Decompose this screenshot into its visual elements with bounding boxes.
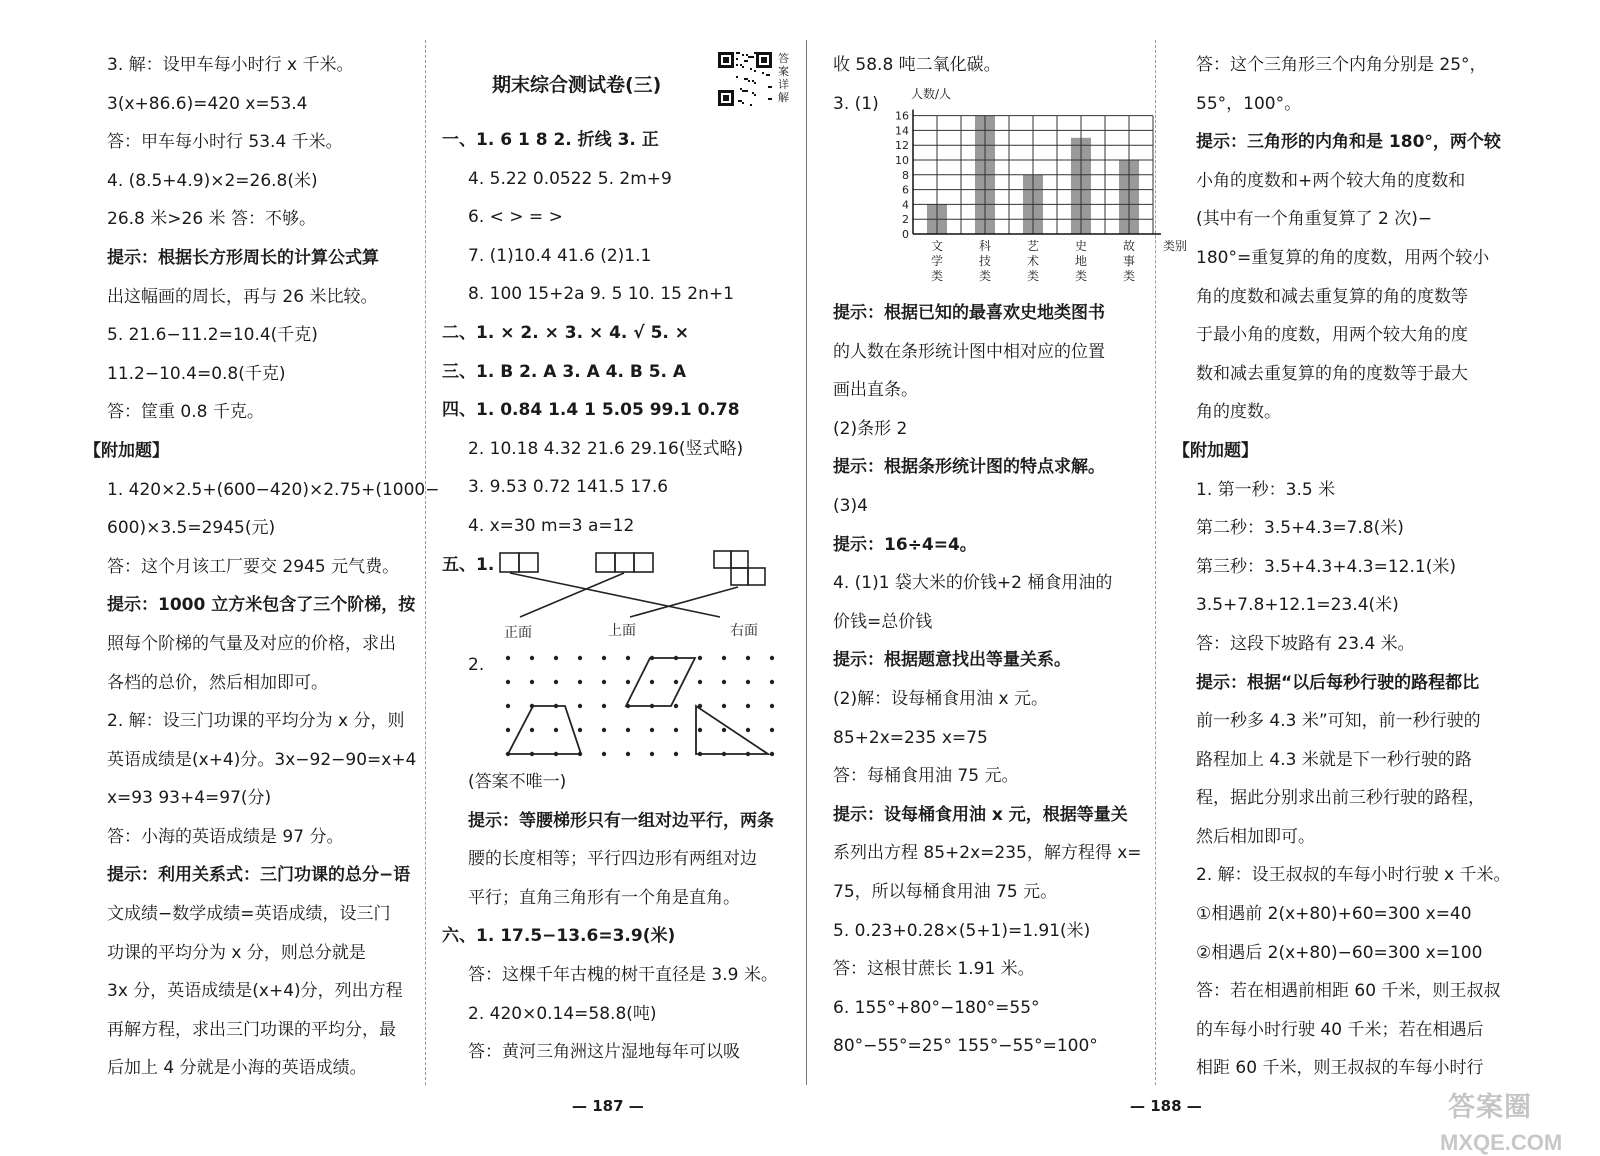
grid-dot <box>674 704 678 708</box>
text-line: 腰的长度相等；平行四边形有两组对边 <box>468 849 757 870</box>
grid-dot <box>746 680 750 684</box>
x-tick-label: 事 <box>1122 254 1136 268</box>
text-line: 角的度数。 <box>1196 402 1281 423</box>
x-tick-label: 类 <box>978 269 992 283</box>
text-line: 26.8 米>26 米 答：不够。 <box>107 209 316 230</box>
text-line: 五、1. <box>442 554 495 575</box>
text-line: 3. (1) <box>833 93 879 114</box>
grid-dot <box>602 728 606 732</box>
grid-dot <box>578 704 582 708</box>
text-line: 然后相加即可。 <box>1196 826 1315 847</box>
text-line: x=93 93+4=97(分) <box>107 788 272 809</box>
text-line: (2)条形 2 <box>833 418 908 439</box>
text-line: 文成绩−数学成绩=英语成绩，设三门 <box>107 904 391 925</box>
text-line: 功课的平均分为 x 分，则总分就是 <box>107 942 366 963</box>
view-label-front: 正面 <box>504 625 532 641</box>
x-tick-label: 术 <box>1026 254 1040 268</box>
text-line: 3. 9.53 0.72 141.5 17.6 <box>468 477 669 498</box>
column-1 <box>84 46 440 1088</box>
text-line: 数和减去重复算的角的度数等于最大 <box>1196 363 1468 384</box>
grid-dot <box>554 656 558 660</box>
grid-dot <box>626 728 630 732</box>
text-line: 提示：设每桶食用油 x 元，根据等量关 <box>833 804 1128 825</box>
grid-dot <box>626 656 630 660</box>
column-4 <box>1173 46 1593 1088</box>
text-line: 后加上 4 分就是小海的英语成绩。 <box>107 1058 367 1079</box>
text-line: 角的度数和减去重复算的角的度数等 <box>1196 286 1468 307</box>
text-line: 提示：三角形的内角和是 180°，两个较 <box>1196 132 1501 153</box>
grid-dot <box>746 656 750 660</box>
x-tick-label: 科 <box>978 239 992 253</box>
y-axis-label: 人数/人 <box>911 87 952 101</box>
grid-dot <box>602 680 606 684</box>
grid-dot <box>530 656 534 660</box>
x-axis-label: 类别 <box>1163 239 1188 253</box>
text-line: 答：这个三角形三个内角分别是 25°， <box>1196 55 1487 75</box>
y-tick-label: 8 <box>902 168 909 182</box>
text-line: 英语成绩是(x+4)分。3x−92−90=x+4 <box>107 749 417 770</box>
text-line: 2. 10.18 4.32 21.6 29.16(竖式略) <box>468 438 744 459</box>
text-line: 80°−55°=25° 155°−55°=100° <box>833 1036 1098 1057</box>
y-tick-label: 16 <box>895 109 909 123</box>
page-number-left: — 187 — <box>572 1097 644 1115</box>
text-line: 的车每小时行驶 40 千米；若在相遇后 <box>1196 1019 1484 1040</box>
text-line: 提示：根据条形统计图的特点求解。 <box>833 457 1105 478</box>
text-line: 前一秒多 4.3 米”可知，前一秒行驶的 <box>1196 711 1481 732</box>
text-line: 再解方程，求出三门功课的平均分，最 <box>107 1019 396 1040</box>
text-line: 于最小角的度数，用两个较大角的度 <box>1196 325 1468 346</box>
parallelogram <box>626 658 695 706</box>
y-tick-label: 12 <box>895 139 909 153</box>
grid-dot <box>674 680 678 684</box>
text-line: 第二秒：3.5+4.3=7.8(米) <box>1196 518 1404 539</box>
text-line: 价钱=总价钱 <box>833 611 933 632</box>
grid-dot <box>602 656 606 660</box>
text-line: 3. 解：设甲车每小时行 x 千米。 <box>107 55 354 75</box>
grid-dot <box>626 680 630 684</box>
text-line: 照每个阶梯的气量及对应的价格，求出 <box>107 633 396 654</box>
grid-dot <box>722 680 726 684</box>
x-tick-label: 类 <box>1026 269 1040 283</box>
x-tick-label: 学 <box>930 254 944 268</box>
page-number-right: — 188 — <box>1130 1097 1202 1115</box>
x-tick-label: 艺 <box>1026 239 1040 253</box>
text-line: (3)4 <box>833 495 868 516</box>
text-line: 小角的度数和+两个较大角的度数和 <box>1196 170 1466 191</box>
text-line: 提示：根据题意找出等量关系。 <box>833 650 1071 671</box>
watermark-logo: 答案圈 <box>1448 1092 1532 1123</box>
text-line: 8. 100 15+2a 9. 5 10. 15 2n+1 <box>468 284 734 305</box>
column-divider <box>425 40 426 1085</box>
grid-dot <box>722 704 726 708</box>
grid-dot <box>506 680 510 684</box>
text-line: 75，所以每桶食用油 75 元。 <box>833 881 1058 902</box>
text-line: 画出直条。 <box>833 380 918 401</box>
grid-dot <box>554 728 558 732</box>
grid-dot <box>578 656 582 660</box>
text-line: 2. 420×0.14=58.8(吨) <box>468 1003 657 1024</box>
text-line: 答：这段下坡路有 23.4 米。 <box>1196 633 1415 654</box>
text-line: 6. 155°+80°−180°=55° <box>833 997 1040 1018</box>
text-line: 4. 5.22 0.0522 5. 2m+9 <box>468 168 672 189</box>
y-tick-label: 14 <box>895 124 909 138</box>
grid-dot <box>506 704 510 708</box>
grid-dot <box>650 752 654 756</box>
dot-grid-drawing <box>500 650 780 765</box>
text-line: 各档的总价，然后相加即可。 <box>107 672 328 693</box>
text-line: 【附加题】 <box>1173 440 1258 461</box>
text-line: 答：甲车每小时行 53.4 千米。 <box>107 132 343 153</box>
text-line: 3.5+7.8+12.1=23.4(米) <box>1196 595 1399 616</box>
grid-dot <box>602 752 606 756</box>
match-line <box>510 573 720 617</box>
x-tick-label: 类 <box>1074 269 1088 283</box>
text-line: 答：黄河三角洲这片湿地每年可以吸 <box>468 1042 740 1063</box>
text-line: 程，据此分别求出前三秒行驶的路程， <box>1196 788 1485 809</box>
x-tick-label: 类 <box>1122 269 1136 283</box>
three-view-matching-diagram <box>490 545 790 645</box>
text-line: 1. 420×2.5+(600−420)×2.75+(1000− <box>107 479 440 500</box>
text-line: ①相遇前 2(x+80)+60=300 x=40 <box>1196 904 1472 925</box>
text-line: 六、1. 17.5−13.6=3.9(米) <box>442 926 676 947</box>
text-line: 6. < > = > <box>468 207 563 228</box>
text-line: 二、1. × 2. × 3. × 4. √ 5. × <box>442 323 690 343</box>
grid-dot <box>578 728 582 732</box>
grid-dot <box>698 680 702 684</box>
text-line: 2. 解：设王叔叔的车每小时行驶 x 千米。 <box>1196 865 1511 886</box>
grid-dot <box>650 728 654 732</box>
column-3 <box>833 294 1153 1066</box>
grid-dot <box>722 728 726 732</box>
match-line <box>520 573 624 617</box>
text-line: 4. (8.5+4.9)×2=26.8(米) <box>107 170 318 191</box>
qr-code-icon[interactable] <box>718 52 772 106</box>
y-tick-label: 0 <box>902 228 909 241</box>
grid-dot <box>770 680 774 684</box>
text-line: 第三秒：3.5+4.3+4.3=12.1(米) <box>1196 556 1456 577</box>
text-line: 提示：根据长方形周长的计算公式算 <box>107 247 379 268</box>
grid-dot <box>506 728 510 732</box>
text-line: 收 58.8 吨二氧化碳。 <box>833 55 1001 75</box>
text-line: (答案不唯一) <box>468 772 567 792</box>
text-line: 4. x=30 m=3 a=12 <box>468 516 635 536</box>
grid-dot <box>578 680 582 684</box>
grid-dot <box>650 680 654 684</box>
text-line: 提示：利用关系式：三门功课的总分−语 <box>107 865 411 886</box>
text-line: 85+2x=235 x=75 <box>833 727 988 748</box>
grid-dot <box>770 704 774 708</box>
text-line: 提示：等腰梯形只有一组对边平行，两条 <box>468 810 774 831</box>
section-title: 期末综合测试卷(三) <box>492 74 662 96</box>
grid-dot <box>674 752 678 756</box>
x-tick-label: 故 <box>1122 239 1136 253</box>
grid-dot <box>770 656 774 660</box>
grid-dot <box>530 728 534 732</box>
grid-dot <box>770 752 774 756</box>
grid-dot <box>674 728 678 732</box>
grid-dot <box>554 680 558 684</box>
text-line: 四、1. 0.84 1.4 1 5.05 99.1 0.78 <box>442 400 740 421</box>
grid-dot <box>746 704 750 708</box>
text-line: 【附加题】 <box>84 440 169 461</box>
isosceles-trapezoid <box>508 706 581 754</box>
text-line: 5. 21.6−11.2=10.4(千克) <box>107 325 318 346</box>
text-line: 600)×3.5=2945(元) <box>107 518 276 539</box>
text-line: 答：每桶食用油 75 元。 <box>833 766 1019 787</box>
text-line: 180°=重复算的角的度数，用两个较小 <box>1196 247 1490 268</box>
text-line: 系列出方程 85+2x=235，解方程得 x= <box>833 843 1142 864</box>
grid-dot <box>770 728 774 732</box>
text-line: (2)解：设每桶食用油 x 元。 <box>833 688 1048 709</box>
y-tick-label: 10 <box>895 154 909 167</box>
grid-dot <box>506 656 510 660</box>
text-line: 提示：根据已知的最喜欢史地类图书 <box>833 303 1105 323</box>
text-line: 4. (1)1 袋大米的价钱+2 桶食用油的 <box>833 573 1113 594</box>
y-tick-label: 2 <box>902 213 909 227</box>
x-tick-label: 地 <box>1074 254 1088 268</box>
view-label-top: 上面 <box>608 623 636 639</box>
text-line: 的人数在条形统计图中相对应的位置 <box>833 341 1105 362</box>
column-divider <box>1155 40 1156 1085</box>
text-line: 55°，100°。 <box>1196 93 1302 114</box>
grid-dot <box>698 656 702 660</box>
grid-dot <box>602 704 606 708</box>
watermark-url: MXQE.COM <box>1440 1130 1563 1155</box>
text-line: 答：这根甘蔗长 1.91 米。 <box>833 959 1035 980</box>
text-line: 2. <box>468 655 485 675</box>
x-tick-label: 史 <box>1074 239 1088 253</box>
x-tick-label: 文 <box>930 239 944 253</box>
text-line: 3x 分，英语成绩是(x+4)分，列出方程 <box>107 981 403 1002</box>
view-label-right: 右面 <box>730 623 758 639</box>
text-line: 提示：1000 立方米包含了三个阶梯，按 <box>107 595 416 616</box>
grid-dot <box>722 656 726 660</box>
text-line: 1. 第一秒：3.5 米 <box>1196 479 1336 500</box>
x-tick-label: 类 <box>930 269 944 283</box>
y-tick-label: 6 <box>902 183 909 197</box>
qr-caption: 答案详解 <box>778 52 789 104</box>
text-line: 5. 0.23+0.28×(5+1)=1.91(米) <box>833 920 1091 941</box>
text-line: 三、1. B 2. A 3. A 4. B 5. A <box>442 361 687 382</box>
right-triangle <box>696 706 768 754</box>
text-line: 平行；直角三角形有一个角是直角。 <box>468 887 740 908</box>
text-line: 答：这个月该工厂要交 2945 元气费。 <box>107 556 400 577</box>
text-line: 7. (1)10.4 41.6 (2)1.1 <box>468 245 652 266</box>
grid-dot <box>626 752 630 756</box>
text-line: 答：若在相遇前相距 60 千米，则王叔叔 <box>1196 981 1501 1002</box>
y-tick-label: 4 <box>902 198 909 212</box>
x-tick-label: 技 <box>978 254 992 268</box>
text-line: 提示：根据“以后每秒行驶的路程都比 <box>1196 672 1480 693</box>
text-line: 答：小海的英语成绩是 97 分。 <box>107 826 344 847</box>
bar-chart <box>895 86 1188 291</box>
text-line: ②相遇后 2(x+80)−60=300 x=100 <box>1196 942 1483 963</box>
text-line: (其中有一个角重复算了 2 次)− <box>1196 209 1433 230</box>
text-line: 11.2−10.4=0.8(千克) <box>107 363 286 384</box>
text-line: 2. 解：设三门功课的平均分为 x 分，则 <box>107 711 405 732</box>
page-gutter <box>806 40 807 1085</box>
grid-dot <box>698 728 702 732</box>
text-line: 出这幅画的周长，再与 26 米比较。 <box>107 286 378 307</box>
text-line: 路程加上 4.3 米就是下一秒行驶的路 <box>1196 749 1472 770</box>
text-line: 相距 60 千米，则王叔叔的车每小时行 <box>1196 1058 1484 1079</box>
text-line: 答：筐重 0.8 千克。 <box>107 402 264 423</box>
grid-dot <box>530 680 534 684</box>
text-line: 3(x+86.6)=420 x=53.4 <box>107 93 308 114</box>
text-line: 答：这棵千年古槐的树干直径是 3.9 米。 <box>468 965 778 985</box>
text-line: 提示：16÷4=4。 <box>833 534 977 555</box>
grid-dot <box>746 728 750 732</box>
text-line: 一、1. 6 1 8 2. 折线 3. 正 <box>442 130 659 150</box>
